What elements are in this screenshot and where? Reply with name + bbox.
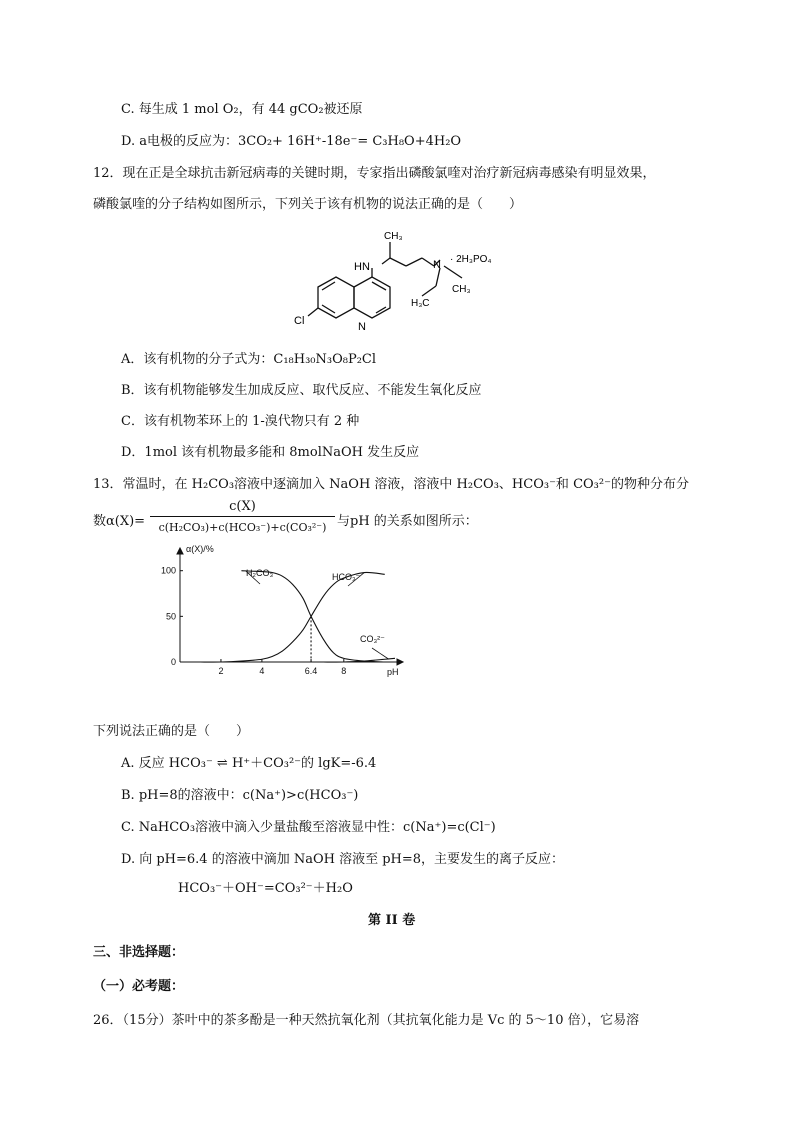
- chloroquine-phosphate-structure: [290, 224, 520, 339]
- y-tick-label: 0: [170, 657, 176, 667]
- fraction-bar: [150, 516, 335, 517]
- x-tick-label: 2: [218, 666, 224, 676]
- q13-option-a: A. 反应 HCO₃⁻ ⇌ H⁺＋CO₃²⁻的 lgK=-6.4: [121, 756, 377, 771]
- x-tick-label: 4: [259, 666, 265, 676]
- q11-option-c: C. 每生成 1 mol O₂，有 44 gCO₂被还原: [121, 102, 363, 117]
- q13-question: 下列说法正确的是（ ）: [93, 724, 250, 739]
- phosphate-label: · 2H₃PO₄: [450, 254, 492, 265]
- series-label-1: HCO₃⁻: [332, 572, 361, 582]
- series-leader-2: [372, 648, 389, 659]
- x-axis-title: pH: [387, 667, 399, 677]
- required-heading: （一）必考题：: [93, 979, 185, 994]
- fraction-denominator: c(H₂CO₃)+c(HCO₃⁻)+c(CO₃²⁻): [158, 521, 327, 534]
- cl-label: Cl: [294, 315, 305, 327]
- fraction-numerator: c(X): [229, 499, 256, 514]
- q26-stem-line1: 26．（15分）茶叶中的茶多酚是一种天然抗氧化剂（其抗氧化能力是 Vc 的 5～10 倍），它易溶: [93, 1013, 640, 1028]
- hn-label: HN: [354, 261, 370, 273]
- ch3-top-label: CH₃: [384, 231, 403, 242]
- q11-option-d: D. a电极的反应为：3CO₂+ 16H⁺-18e⁻= C₃H₈O+4H₂O: [121, 134, 462, 149]
- x-axis-arrow: [397, 659, 403, 665]
- series-curve-0: [241, 571, 384, 662]
- y-tick-label: 100: [160, 565, 176, 576]
- q12-stem-line2: 磷酸氯喹的分子结构如图所示，下列关于该有机物的说法正确的是（ ）: [93, 197, 523, 212]
- ring-n-label: N: [358, 321, 366, 333]
- y-axis-arrow: [177, 548, 183, 554]
- series-curve-1: [200, 572, 384, 662]
- q12-option-d: D．1mol 该有机物最多能和 8molNaOH 发生反应: [121, 445, 420, 460]
- x-tick-label: 6.4: [304, 666, 318, 676]
- q13-option-c: C. NaHCO₃溶液中滴入少量盐酸至溶液显中性：c(Na⁺)=c(Cl⁻): [121, 820, 496, 835]
- y-tick-label: 50: [165, 611, 176, 622]
- series-label-0: H₂CO₃: [246, 568, 274, 578]
- q12-option-b: B．该有机物能够发生加成反应、取代反应、不能发生氧化反应: [121, 383, 482, 398]
- q12-option-a: A．该有机物的分子式为：C₁₈H₃₀N₃O₈P₂Cl: [121, 352, 377, 367]
- q12-stem-line1: 12．现在正是全球抗击新冠病毒的关键时期，专家指出磷酸氯喹对治疗新冠病毒感染有明显效果，: [93, 166, 656, 181]
- series-label-2: CO₃²⁻: [360, 634, 385, 644]
- volume-heading: 第 II 卷: [368, 913, 416, 928]
- y-axis-title: α(X)/%: [186, 544, 214, 554]
- x-tick-label: 8: [341, 666, 347, 676]
- q13-frac-suffix: 与pH 的关系如图所示：: [337, 514, 478, 529]
- part3-heading: 三、非选择题：: [93, 945, 185, 960]
- q13-stem-line1: 13．常温时，在 H₂CO₃溶液中逐滴加入 NaOH 溶液，溶液中 H₂CO₃、HCO₃⁻和 CO₃²⁻的物种分布分: [93, 477, 689, 492]
- ch3-right-label: CH₃: [452, 284, 471, 295]
- q13-option-d: D. 向 pH=6.4 的溶液中滴加 NaOH 溶液至 pH=8，主要发生的离子反应：: [121, 852, 565, 867]
- h3c-label: H₃C: [411, 298, 430, 309]
- q13-option-b: B. pH=8的溶液中：c(Na⁺)>c(HCO₃⁻): [121, 788, 359, 803]
- amine-n-label: N: [433, 259, 441, 271]
- species-distribution-chart: [150, 540, 410, 690]
- q13-frac-prefix: 数α(X)=: [93, 514, 146, 529]
- q12-option-c: C．该有机物苯环上的 1-溴代物只有 2 种: [121, 414, 360, 429]
- q13-option-d-equation: HCO₃⁻＋OH⁻=CO₃²⁻＋H₂O: [178, 881, 353, 896]
